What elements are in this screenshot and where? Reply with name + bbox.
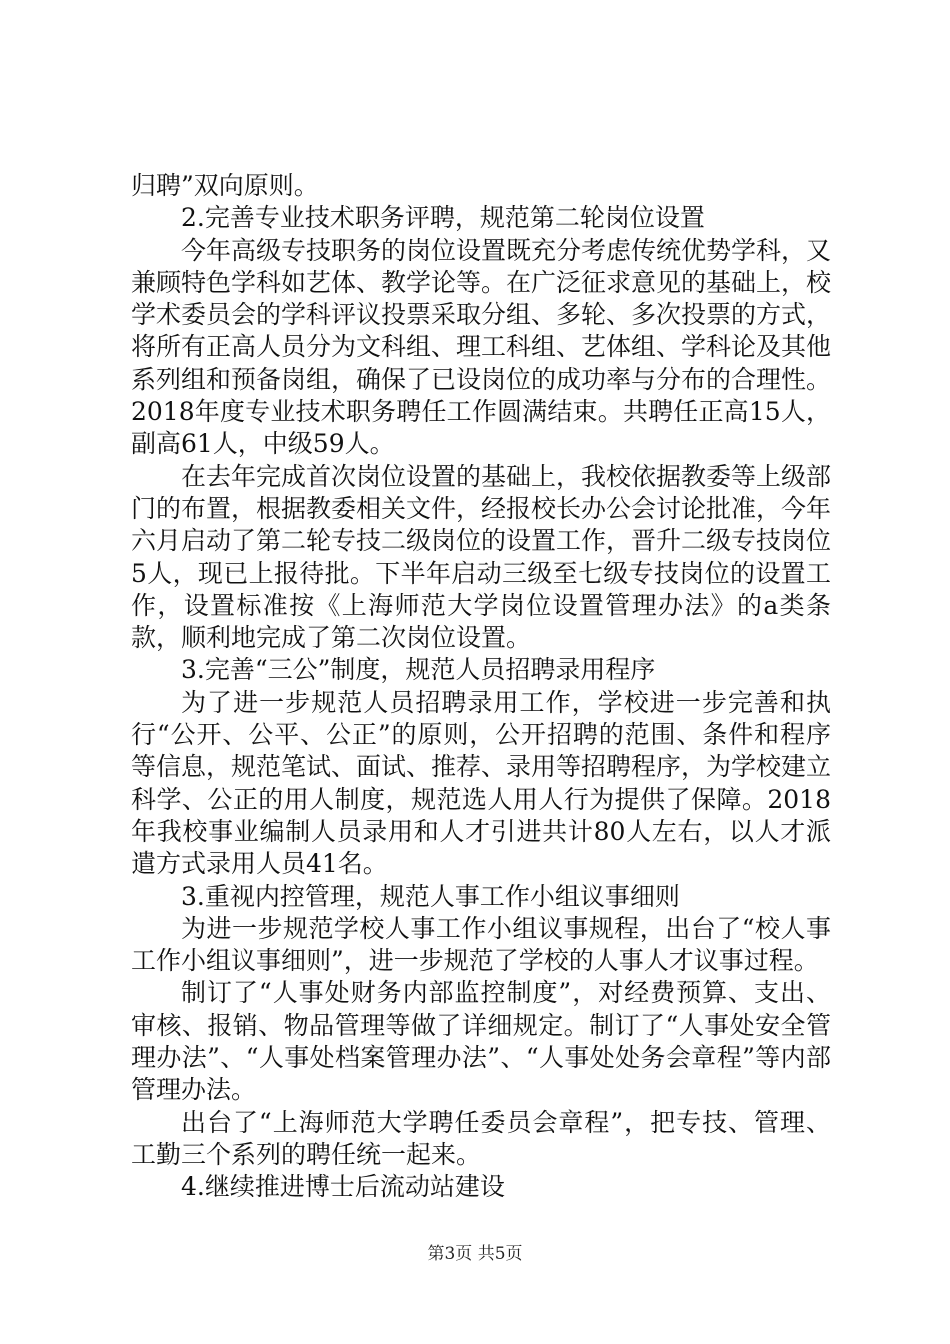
page-number: 第3页	[427, 1244, 473, 1264]
page-footer	[0, 1243, 950, 1265]
section-heading: 4.继续推进博士后流动站建设	[181, 1172, 505, 1202]
section-heading: 3.重视内控管理，规范人事工作小组议事细则	[181, 881, 680, 911]
paragraph: 出台了“上海师范大学聘任委员会章程”，把专技、管理、工勤三个系列的聘任统一起来。	[131, 1107, 831, 1169]
section-heading: 3.完善“三公”制度，规范人员招聘录用程序	[181, 655, 656, 685]
page-total: 共5页	[477, 1244, 523, 1264]
paragraph-continuation: 归聘”双向原则。	[131, 171, 319, 200]
document-body	[131, 170, 831, 1204]
paragraph: 在去年完成首次岗位设置的基础上，我校依据教委等上级部门的布置，根据教委相关文件，经报校长办公会讨论批准，今年六月启动了第二轮专技二级岗位的设置工作，晋升二级专技岗位5人，现已上报待批。下半年启动三级至七级专技岗位的设置工作，设置标准按《上海师范大学岗位设置管理办法》的a类条款，顺利地完成了第二次岗位设置。	[131, 461, 832, 653]
paragraph: 为进一步规范学校人事工作小组议事规程，出台了“校人事工作小组议事细则”，进一步规范了学校的人事人才议事过程。	[131, 913, 831, 976]
paragraph: 为了进一步规范人员招聘录用工作，学校进一步完善和执行“公开、公平、公正”的原则，公开招聘的范围、条件和程序等信息，规范笔试、面试、推荐、录用等招聘程序，为学校建立科学、公正的用人制度，规范选人用人行为提供了保障。2018年我校事业编制人员录用和人才引进共计80人左右，以人才派遣方式录用人员41名。	[131, 687, 832, 879]
paragraph: 制订了“人事处财务内部监控制度”，对经费预算、支出、审核、报销、物品管理等做了详细规定。制订了“人事处安全管理办法”、“人事处档案管理办法”、“人事处处务会章程”等内部管理办法。	[131, 978, 831, 1105]
section-heading: 2.完善专业技术职务评聘，规范第二轮岗位设置	[181, 203, 705, 233]
paragraph: 今年高级专技职务的岗位设置既充分考虑传统优势学科，又兼顾特色学科如艺体、教学论等。在广泛征求意见的基础上，校学术委员会的学科评议投票采取分组、多轮、多次投票的方式，将所有正高人员分为文科组、理工科组、艺体组、学科论及其他系列组和预备岗组，确保了已设岗位的成功率与分布的合理性。2018年度专业技术职务聘任工作圆满结束。共聘任正高15人，副高61人，中级59人。	[131, 235, 832, 459]
